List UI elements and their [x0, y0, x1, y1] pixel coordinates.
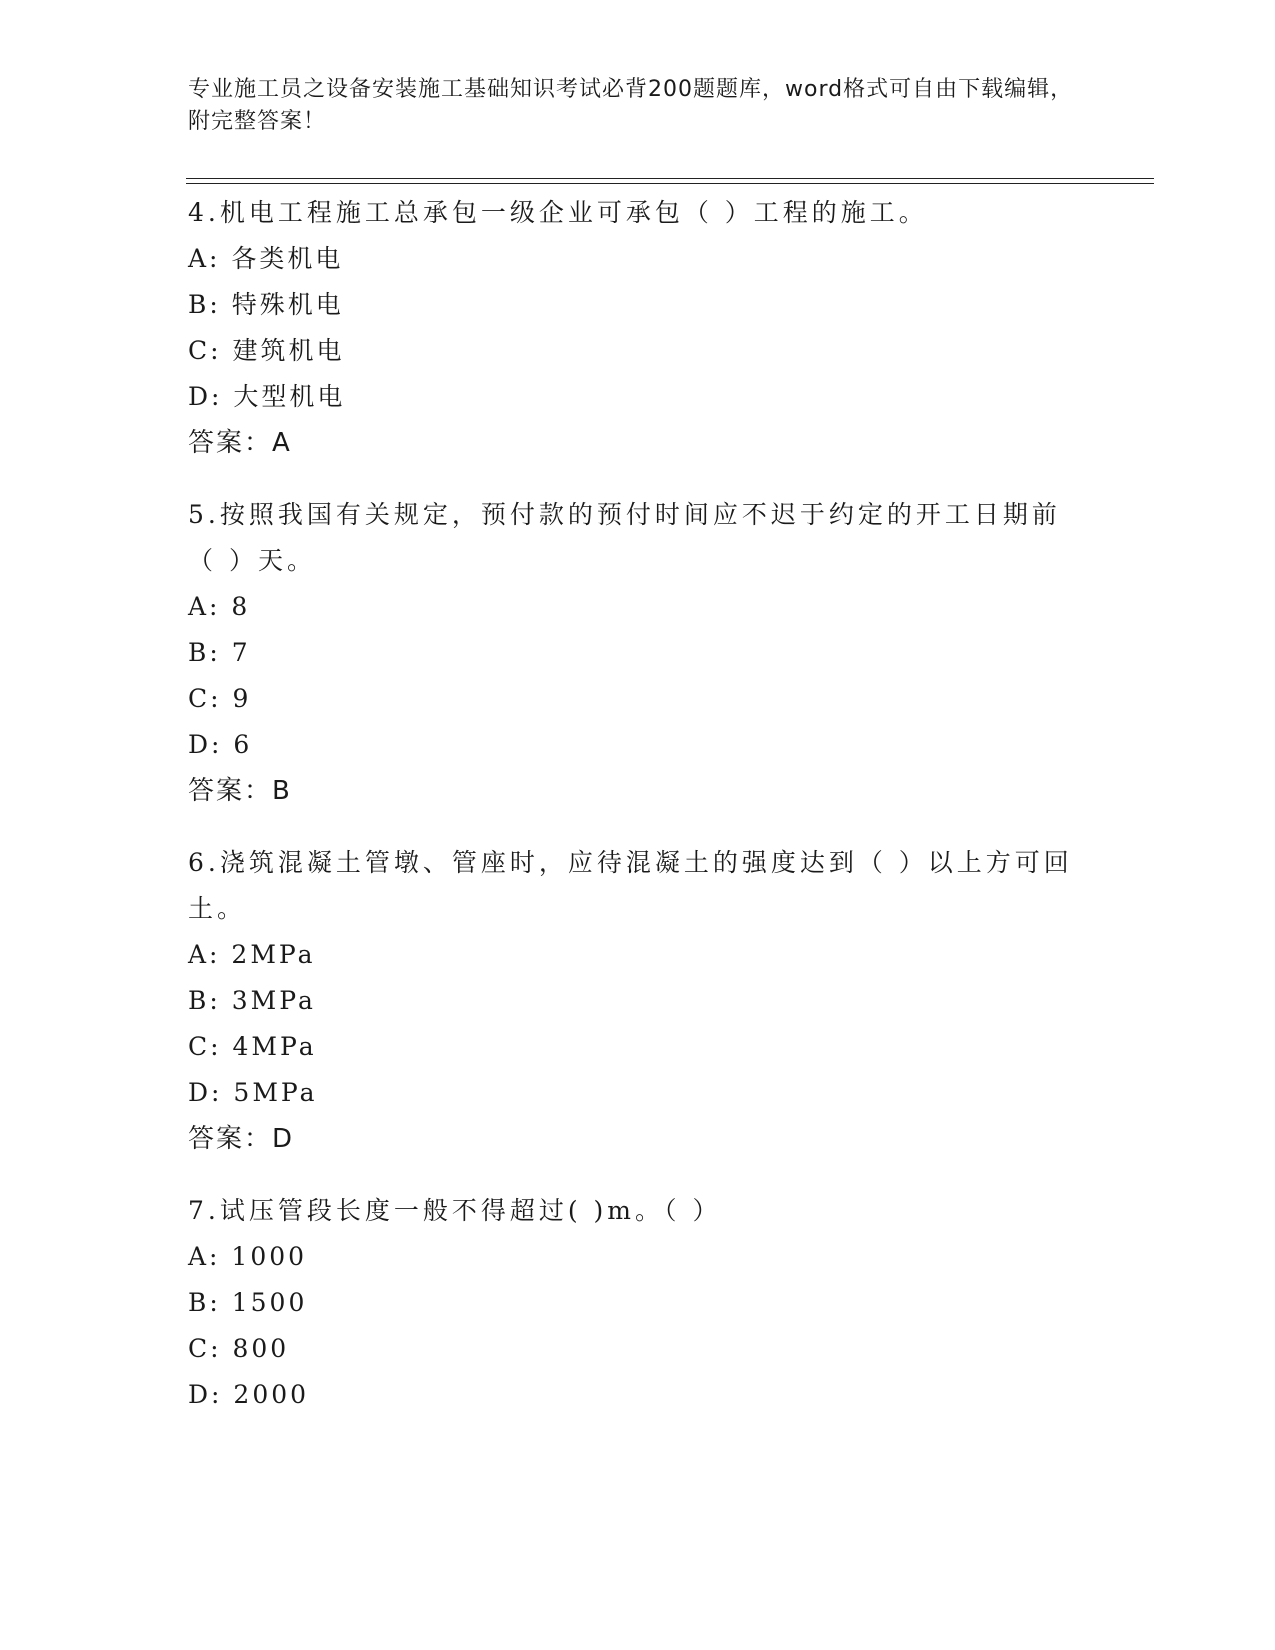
- answer-line: 答案：B: [188, 776, 292, 806]
- option-d: D: 大型机电: [188, 382, 346, 411]
- option-d: D: 5MPa: [188, 1078, 318, 1107]
- question-stem: 5.按照我国有关规定，预付款的预付时间应不迟于约定的开工日期前（ ）天。: [188, 500, 1061, 575]
- question-4: [188, 190, 1088, 466]
- question-stem: 7.试压管段长度一般不得超过( )m。（ ）: [188, 1196, 722, 1225]
- question-7: [188, 1188, 1088, 1418]
- question-stem: 6.浇筑混凝土管墩、管座时，应待混凝土的强度达到（ ）以上方可回土。: [188, 848, 1073, 923]
- question-list: [188, 190, 1088, 1444]
- option-b: B: 3MPa: [188, 986, 316, 1015]
- option-b: B: 7: [188, 638, 251, 667]
- option-c: C: 800: [188, 1334, 290, 1363]
- option-a: A: 8: [188, 592, 251, 621]
- option-d: D: 6: [188, 730, 253, 759]
- header-divider-bottom: [186, 183, 1154, 184]
- answer-line: 答案：A: [188, 428, 292, 458]
- option-b: B: 特殊机电: [188, 290, 344, 319]
- question-6: [188, 840, 1088, 1162]
- option-a: A: 各类机电: [188, 244, 344, 273]
- question-stem: 4.机电工程施工总承包一级企业可承包（ ）工程的施工。: [188, 198, 928, 227]
- header-divider-top: [186, 178, 1154, 179]
- option-b: B: 1500: [188, 1288, 308, 1317]
- option-c: C: 4MPa: [188, 1032, 317, 1061]
- answer-line: 答案：D: [188, 1124, 295, 1154]
- document-header: 专业施工员之设备安装施工基础知识考试必背200题题库，word格式可自由下载编辑，附完整答案！: [188, 77, 1074, 134]
- option-d: D: 2000: [188, 1380, 310, 1409]
- option-c: C: 9: [188, 684, 252, 713]
- option-a: A: 1000: [188, 1242, 308, 1271]
- option-a: A: 2MPa: [188, 940, 316, 969]
- question-5: [188, 492, 1088, 814]
- option-c: C: 建筑机电: [188, 336, 345, 365]
